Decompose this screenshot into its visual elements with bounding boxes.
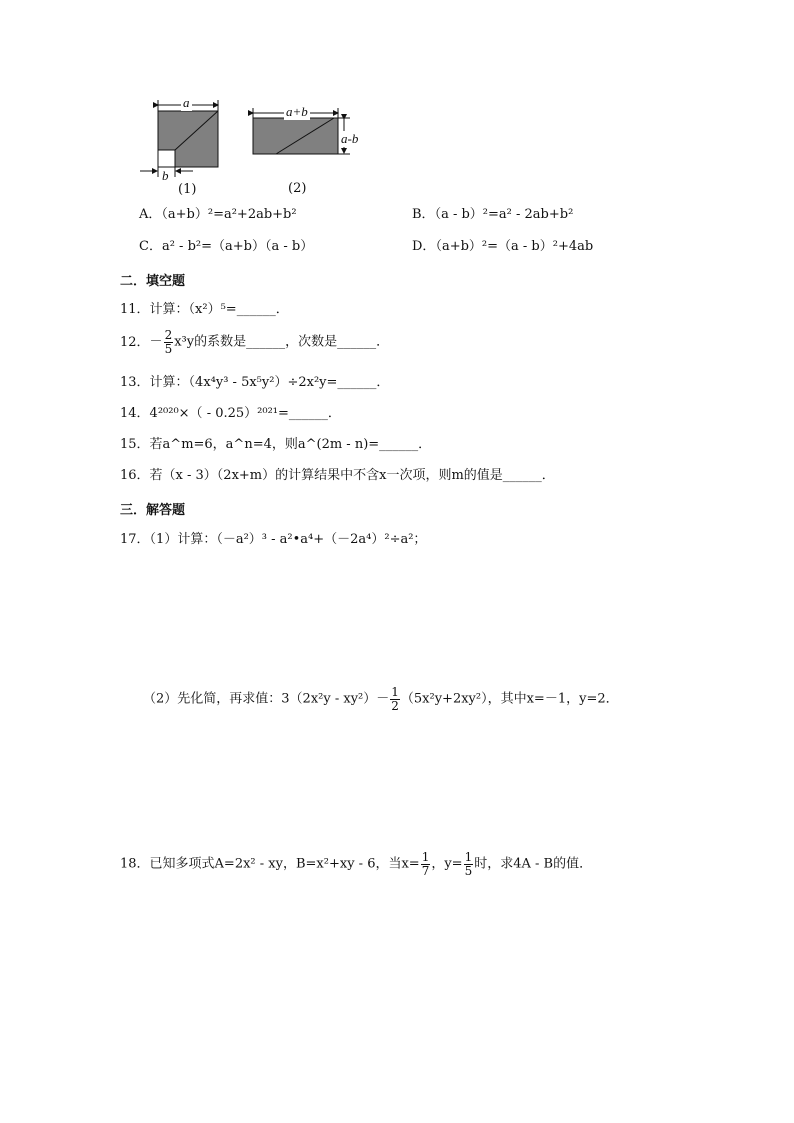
q18-y-denominator: 5 bbox=[464, 864, 473, 878]
fig2-side-label: a-b bbox=[341, 131, 359, 146]
q15-text: 若a^m=6，a^n=4，则a^(2m - n)=______． bbox=[149, 437, 432, 452]
option-d bbox=[412, 239, 593, 255]
q17-number: 17． bbox=[120, 532, 150, 547]
fig1-caption: (1) bbox=[178, 182, 197, 197]
fig2-caption: (2) bbox=[288, 181, 307, 196]
q16-text: 若（x - 3）（2x+m）的计算结果中不含x一次项，则m的值是______． bbox=[149, 468, 555, 483]
figure-1 bbox=[140, 100, 218, 177]
q18-x-fraction bbox=[421, 851, 431, 878]
option-b-letter: B． bbox=[412, 207, 435, 222]
option-a bbox=[139, 207, 297, 223]
q12-number: 12． bbox=[120, 335, 150, 350]
q18-text-mid: ，y= bbox=[431, 856, 463, 872]
q13-text: 计算：（4x⁴y³ - 5x⁵y²）÷2x²y=______． bbox=[149, 375, 390, 390]
option-c-text: a² - b²=（a+b）（a - b） bbox=[161, 239, 314, 254]
q18-number: 18． bbox=[120, 856, 150, 872]
q18-text-before: 已知多项式A=2x² - xy，B=x²+xy - 6，当x= bbox=[149, 856, 420, 872]
fig2-top-label: a+b bbox=[286, 104, 308, 119]
q12-frac-denominator: 5 bbox=[164, 342, 173, 356]
q14-number: 14． bbox=[120, 406, 150, 421]
q17-frac-numerator: 1 bbox=[391, 685, 399, 699]
q18-x-numerator: 1 bbox=[421, 850, 430, 864]
q18-x-denominator: 7 bbox=[421, 864, 430, 878]
question-17-part-2 bbox=[143, 686, 619, 713]
question-12: 12．－ $\frac{2}{5}$ x³y的系数是______，次数是______． bbox=[120, 328, 390, 356]
question-13 bbox=[120, 375, 389, 391]
option-b-text: （a - b）²=a² - 2ab+b² bbox=[434, 207, 574, 222]
q11-text: 计算：（x²）⁵=______． bbox=[149, 302, 289, 317]
q17-fraction bbox=[390, 686, 400, 713]
option-c-letter: C． bbox=[139, 239, 162, 254]
q17-part2-after: （5x²y+2xy²），其中x=－1，y=2． bbox=[400, 691, 619, 707]
q17-part2-before: （2）先化简，再求值：3（2x²y - xy²）－ bbox=[143, 691, 390, 707]
q11-number: 11． bbox=[120, 302, 150, 317]
question-18 bbox=[120, 851, 592, 878]
option-b bbox=[412, 207, 573, 223]
question-11 bbox=[120, 302, 289, 318]
option-a-letter: A． bbox=[139, 207, 162, 222]
q12-frac-numerator: 2 bbox=[164, 328, 173, 342]
question-16 bbox=[120, 468, 555, 484]
q17-frac-denominator: 2 bbox=[391, 699, 399, 713]
fig1-bottom-label: b bbox=[162, 168, 169, 183]
option-d-letter: D． bbox=[412, 239, 436, 254]
section-title-fill-in: 二．填空题 bbox=[120, 274, 186, 289]
question-15 bbox=[120, 437, 431, 453]
fig1-top-label: a bbox=[183, 95, 190, 110]
q16-number: 16． bbox=[120, 468, 150, 483]
question-17-part-1 bbox=[120, 532, 426, 548]
option-c bbox=[139, 239, 313, 255]
q17-part1-text: （1）计算：（－a²）³ - a²•a⁴+（－2a⁴）²÷a²； bbox=[149, 532, 427, 547]
question-14 bbox=[120, 406, 341, 422]
section-title-solve: 三．解答题 bbox=[120, 503, 186, 518]
q18-y-fraction bbox=[464, 851, 474, 878]
option-a-text: （a+b）²=a²+2ab+b² bbox=[161, 207, 297, 222]
option-d-text: （a+b）²=（a - b）²+4ab bbox=[435, 239, 594, 254]
q13-number: 13． bbox=[120, 375, 150, 390]
q12-fraction bbox=[164, 329, 174, 356]
geometry-figure bbox=[130, 95, 370, 200]
q18-text-after: 时，求4A - B的值． bbox=[474, 856, 593, 872]
q15-number: 15． bbox=[120, 437, 150, 452]
q12-text: x³y的系数是______，次数是______． bbox=[174, 334, 390, 350]
q14-text: 4²⁰²⁰×（ - 0.25）²⁰²¹=______． bbox=[149, 406, 341, 421]
q18-y-numerator: 1 bbox=[464, 850, 473, 864]
